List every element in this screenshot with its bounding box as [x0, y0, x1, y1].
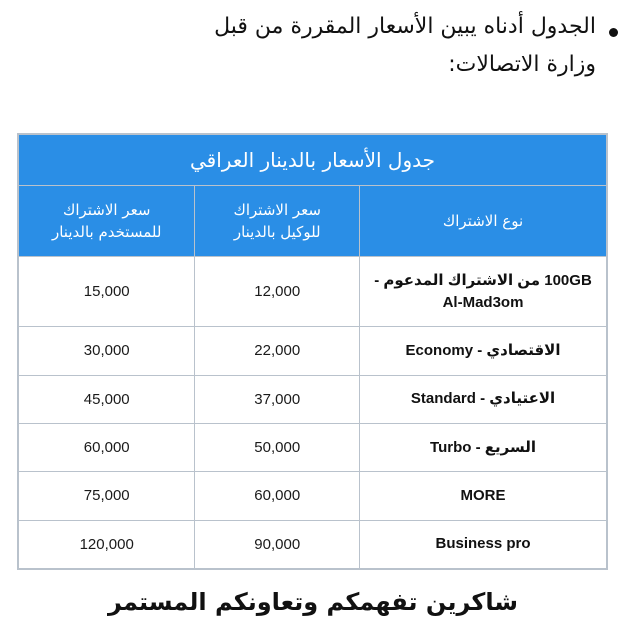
footer-thanks: شاكرين تفهمكم وتعاونكم المستمر [108, 588, 518, 616]
table-row [19, 256, 607, 326]
cell-subscription-type: Business pro [360, 520, 607, 568]
table-row [19, 423, 607, 471]
cell-subscription-type: الاقتصادي - Economy [360, 327, 607, 375]
cell-subscription-type: السريع - Turbo [360, 423, 607, 471]
table-row [19, 327, 607, 375]
bullet-icon [609, 28, 618, 37]
table-row [19, 472, 607, 520]
table-title: جدول الأسعار بالدينار العراقي [19, 135, 607, 186]
cell-agent-price: 22,000 [195, 327, 360, 375]
price-table [17, 133, 608, 570]
intro-line-1: الجدول أدناه يبين الأسعار المقررة من قبل [214, 14, 596, 39]
cell-user-price: 120,000 [19, 520, 195, 568]
header-user-price: سعر الاشتراك للمستخدم بالدينار [19, 186, 195, 256]
table-header-row [19, 186, 607, 256]
cell-agent-price: 37,000 [195, 375, 360, 423]
cell-user-price: 45,000 [19, 375, 195, 423]
header-agent-price: سعر الاشتراك للوكيل بالدينار [195, 186, 360, 256]
cell-subscription-type: الاعتيادي - Standard [360, 375, 607, 423]
table-row [19, 375, 607, 423]
cell-agent-price: 90,000 [195, 520, 360, 568]
table-title-row [19, 135, 607, 186]
cell-agent-price: 50,000 [195, 423, 360, 471]
header-subscription-type: نوع الاشتراك [360, 186, 607, 256]
intro-line-2: وزارة الاتصالات: [448, 52, 596, 77]
cell-subscription-type: MORE [360, 472, 607, 520]
cell-subscription-type: 100GB من الاشتراك المدعوم - Al-Mad3om [360, 256, 607, 326]
cell-agent-price: 60,000 [195, 472, 360, 520]
cell-user-price: 75,000 [19, 472, 195, 520]
cell-user-price: 30,000 [19, 327, 195, 375]
cell-user-price: 60,000 [19, 423, 195, 471]
cell-user-price: 15,000 [19, 256, 195, 326]
table-row [19, 520, 607, 568]
cell-agent-price: 12,000 [195, 256, 360, 326]
intro-paragraph [126, 8, 596, 84]
